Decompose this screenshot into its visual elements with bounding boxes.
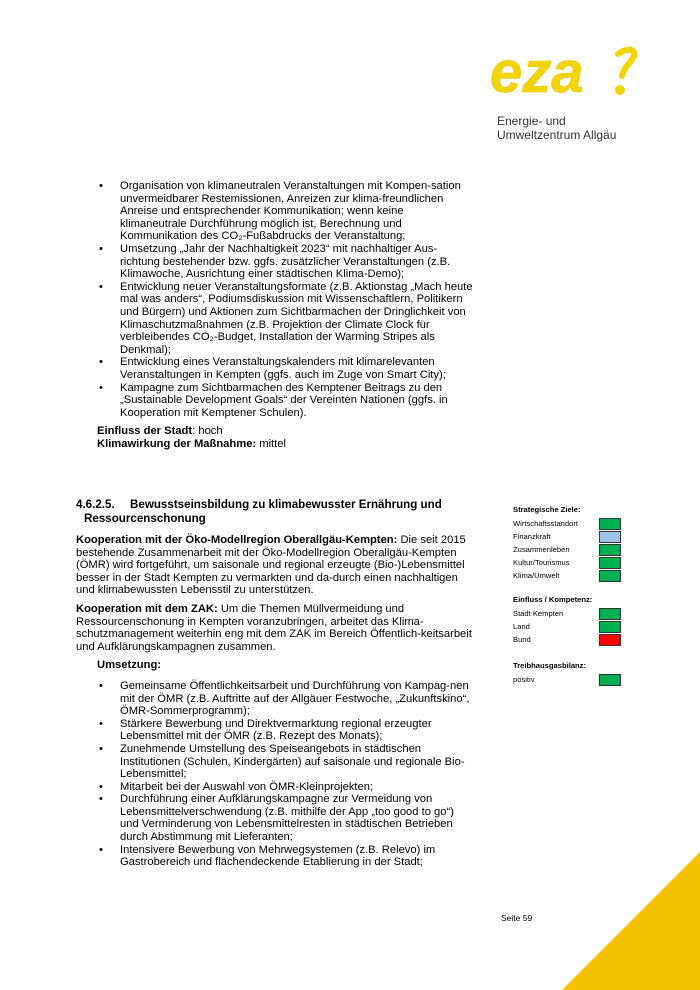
einfluss-kompetenz-list	[513, 608, 628, 647]
section-number: 4.6.2.5.	[76, 498, 115, 511]
rating-row	[513, 544, 628, 557]
einfluss-value: hoch	[198, 425, 223, 438]
rating-label: Finanzkraft	[513, 532, 551, 541]
coop-zak-label: Kooperation mit dem ZAK:	[76, 602, 218, 615]
section-heading	[76, 498, 476, 526]
rating-label: Klima/Umwelt	[513, 571, 560, 580]
list-item: • Stärkere Bewerbung und Direktvermarktung regional erzeugter Lebensmittel mit der ÖMR (z.B. Rezept des Monats);	[97, 718, 474, 743]
rating-sidebar	[513, 505, 628, 687]
klimawirkung-line	[97, 438, 473, 451]
list-item: • Zunehmende Umstellung des Speiseangebots in städtischen Institutionen (Schulen, Kindergärten) auf saisonale und regionale Bio-Lebensmittel;	[97, 743, 474, 781]
rating-row	[513, 608, 628, 621]
klimawirkung-label: Klimawirkung der Maßnahme:	[97, 437, 257, 450]
rating-label: positiv	[513, 675, 535, 684]
strategische-ziele-title: Strategische Ziele:	[513, 505, 581, 514]
rating-label: Kultur/Tourismus	[513, 558, 570, 567]
top-bullet-section	[97, 180, 473, 450]
list-item: • Intensivere Bewerbung von Mehrwegsystemen (z.B. Relevo) im Gastrobereich und flächendeckende Etablierung in der Stadt;	[97, 844, 474, 869]
list-item: • Entwicklung eines Veranstaltungskalenders mit klimarelevanten Veranstaltungen in Kempten (ggfs. auch im Zuge von Smart City);	[97, 356, 473, 381]
rating-row	[513, 634, 628, 647]
section-title-line-2: Ressourcenschonung	[84, 512, 206, 525]
section-title-line-1: Bewusstseinsbildung zu klimabewusster Ernährung und	[130, 498, 442, 511]
list-item: • Entwicklung neuer Veranstaltungsformate (z.B. Aktionstag „Mach heute mal was anders“, Podiumsdiskussion mit Wissenschaftlern, Politikern und Bürgern) und Aktionen zum Sichtbarmachen der Dringlichkeit von Klimaschutzmaßnahmen (z.B. Projektion der Climate Clock für verbleibendes CO₂-Budget, Installation der Warming Stripes als Denkmal);	[97, 281, 473, 357]
coop-zak-text: Um die Themen Müllvermeidung und Ressourcenschonung in Kempten voranzubringen, arbeitet das Klima-schutzmanagement weiterhin eng mit dem ZAK im Bereich Öffentlich-keitsarbeit und Aufklärungskampagnen zusammen.	[76, 602, 472, 653]
rating-label: Wirtschaftsstandort	[513, 519, 578, 528]
list-item: • Umsetzung „Jahr der Nachhaltigkeit 2023“ mit nachhaltiger Aus-richtung bestehender bzw. ggfs. zusätzlicher Veranstaltungen (z.B. Klimawoche, Ausrichtung einer städtischen Klima-Demo);	[97, 243, 473, 281]
einfluss-line: Einfluss der Stadt: hoch	[97, 425, 223, 438]
rating-row	[513, 621, 628, 634]
rating-row	[513, 557, 628, 570]
page-number: Seite 59	[501, 913, 533, 923]
rating-color-box	[599, 557, 621, 569]
einfluss-kompetenz-title: Einfluss / Kompetenz:	[513, 595, 593, 604]
rating-color-box	[599, 608, 621, 620]
eza-logo	[490, 40, 640, 150]
rating-color-box	[599, 518, 621, 530]
coop-zak-paragraph	[76, 603, 474, 653]
list-item: • Gemeinsame Öffentlichkeitsarbeit und Durchführung von Kampag-nen mit der ÖMR (z.B. Auftritte auf der Allgäuer Festwoche, „Zukunftskino“, ÖMR-Sommerprogramm);	[97, 680, 474, 718]
eza-wordmark: eza	[490, 40, 584, 102]
bottom-bullet-list	[76, 680, 474, 869]
top-bullet-list	[97, 180, 473, 419]
rating-label: Bund	[513, 635, 531, 644]
rating-row	[513, 570, 628, 583]
rating-color-box	[599, 544, 621, 556]
coop-oemr-text: Die seit 2015 bestehende Zusammenarbeit mit der Öko-Modellregion Oberallgäu-Kempten (ÖMR) wird fortgeführt, um saisonale und regional erzeugte (Bio-)Lebensmittel besser in der Stadt Kempten zu vermarkten und da-durch einen nachhaltigen und klimabewussten Lebensstil zu unterstützen.	[76, 534, 466, 597]
section-body	[76, 534, 474, 869]
einfluss-label: Einfluss der Stadt	[97, 425, 193, 438]
coop-oemr-label: Kooperation mit der Öko-Modellregion Oberallgäu-Kempten:	[76, 534, 398, 546]
list-item: • Mitarbeit bei der Auswahl von ÖMR-Kleinprojekten;	[97, 781, 474, 794]
coop-oemr-paragraph	[76, 534, 474, 597]
logo-line-1: Energie- und	[497, 114, 566, 128]
rating-label: Stadt Kempten	[513, 609, 564, 618]
thg-bilanz-list	[513, 674, 628, 687]
rating-color-box	[599, 570, 621, 582]
klimawirkung-value: mittel	[259, 437, 286, 450]
list-item: • Kampagne zum Sichtbarmachen des Kemptener Beitrags zu den „Sustainable Development Goals“ der Vereinten Nationen (ggfs. in Kooperation mit Kemptener Schulen).	[97, 382, 473, 420]
rating-color-box	[599, 634, 621, 646]
list-item: • Durchführung einer Aufklärungskampagne zur Vermeidung von Lebensmittelverschwendung (z.B. mithilfe der App „too good to go“) und Verminderung von Lebensmittelresten in städtischen Betrieben durch Abstimmung mit Lieferanten;	[97, 793, 474, 843]
rating-row	[513, 518, 628, 531]
rating-color-box	[599, 531, 621, 543]
rating-row	[513, 674, 628, 687]
rating-color-box	[599, 674, 621, 686]
rating-row	[513, 531, 628, 544]
umsetzung-heading: Umsetzung:	[97, 659, 162, 672]
rating-label: Land	[513, 622, 530, 631]
strategische-ziele-list	[513, 518, 628, 583]
rating-label: Zusammenleben	[513, 545, 570, 554]
thg-bilanz-title: Treibhausgasbilanz:	[513, 661, 587, 670]
eza-logo-mark	[490, 40, 640, 102]
rating-color-box	[599, 621, 621, 633]
list-item: • Organisation von klimaneutralen Veranstaltungen mit Kompen-sation unvermeidbarer Restemissionen, Anreizen zur klima-freundlichen Anreise und entsprechender Kommunikation; wenn keine klimaneutrale Durchführung möglich ist, Berechnung und Kommunikation des CO₂-Fußabdrucks der Veranstaltung;	[97, 180, 473, 243]
logo-line-2: Umweltzentrum Allgäu	[497, 128, 617, 142]
